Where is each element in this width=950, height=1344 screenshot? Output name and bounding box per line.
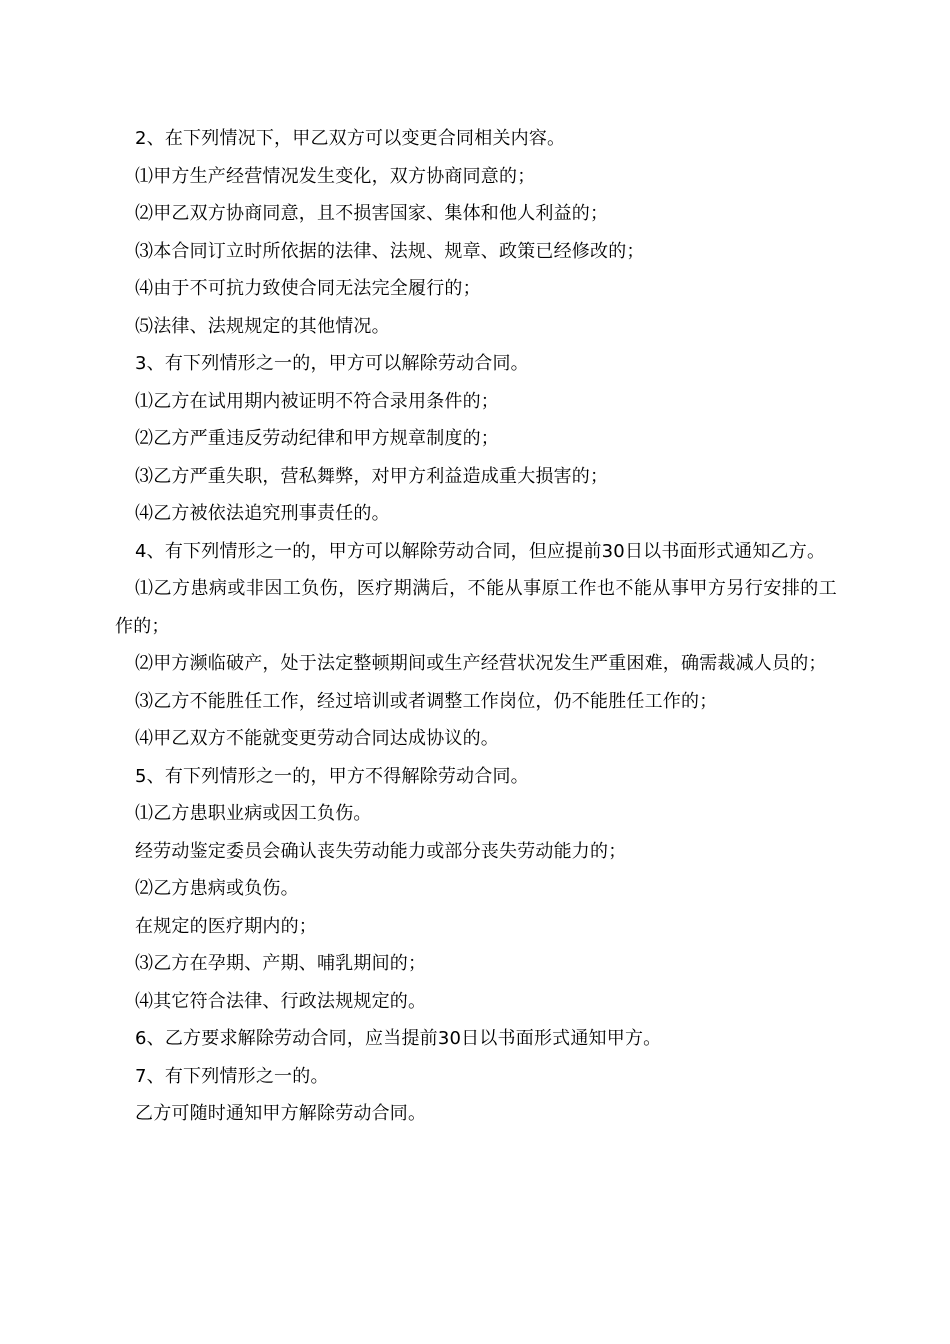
paragraph-clause-4-item-3: ⑶乙方不能胜任工作，经过培训或者调整工作岗位，仍不能胜任工作的； [135, 690, 718, 712]
paragraph-clause-7-detail: 乙方可随时通知甲方解除劳动合同。 [135, 1103, 427, 1124]
paragraph-clause-5-item-2: ⑵乙方患病或负伤。 [135, 878, 299, 899]
paragraph-clause-5-item-1-detail: 经劳动鉴定委员会确认丧失劳动能力或部分丧失劳动能力的； [135, 840, 627, 862]
paragraph-clause-7: 7、有下列情形之一的。 [135, 1065, 329, 1087]
paragraph-clause-5-item-4: ⑷其它符合法律、行政法规规定的。 [135, 990, 427, 1012]
paragraph-clause-6: 6、乙方要求解除劳动合同，应当提前30日以书面形式通知甲方。 [135, 1028, 662, 1049]
paragraph-clause-2: 2、在下列情况下，甲乙双方可以变更合同相关内容。 [135, 128, 566, 149]
paragraph-clause-2-item-1: ⑴甲方生产经营情况发生变化，双方协商同意的； [135, 165, 536, 187]
paragraph-clause-2-item-5: ⑸法律、法规规定的其他情况。 [135, 315, 390, 337]
paragraph-clause-5: 5、有下列情形之一的，甲方不得解除劳动合同。 [135, 765, 529, 787]
paragraph-clause-3-item-3: ⑶乙方严重失职，营私舞弊，对甲方利益造成重大损害的； [135, 465, 609, 487]
paragraph-clause-2-item-3: ⑶本合同订立时所依据的法律、法规、规章、政策已经修改的； [135, 240, 645, 262]
paragraph-clause-3-item-4: ⑷乙方被依法追究刑事责任的。 [135, 503, 390, 524]
paragraph-clause-3: 3、有下列情形之一的，甲方可以解除劳动合同。 [135, 353, 529, 374]
paragraph-clause-3-item-2: ⑵乙方严重违反劳动纪律和甲方规章制度的； [135, 428, 499, 449]
paragraph-clause-5-item-3: ⑶乙方在孕期、产期、哺乳期间的； [135, 953, 427, 974]
document-body [115, 120, 837, 1133]
paragraph-clause-4-item-2: ⑵甲方濒临破产，处于法定整顿期间或生产经营状况发生严重困难，确需裁减人员的； [135, 653, 827, 674]
paragraph-clause-5-item-2-detail: 在规定的医疗期内的； [135, 915, 317, 937]
paragraph-clause-4: 4、有下列情形之一的，甲方可以解除劳动合同，但应提前30日以书面形式通知乙方。 [135, 540, 826, 562]
paragraph-clause-3-item-1: ⑴乙方在试用期内被证明不符合录用条件的； [135, 390, 499, 412]
paragraph-clause-5-item-1: ⑴乙方患职业病或因工负伤。 [135, 803, 372, 824]
paragraph-clause-4-item-4: ⑷甲乙双方不能就变更劳动合同达成协议的。 [135, 728, 499, 749]
paragraph-clause-2-item-4: ⑷由于不可抗力致使合同无法完全履行的； [135, 278, 481, 299]
paragraph-clause-4-item-1: ⑴乙方患病或非因工负伤，医疗期满后，不能从事原工作也不能从事甲方另行安排的工作的； [115, 578, 837, 637]
paragraph-clause-2-item-2: ⑵甲乙双方协商同意，且不损害国家、集体和他人利益的； [135, 203, 609, 224]
